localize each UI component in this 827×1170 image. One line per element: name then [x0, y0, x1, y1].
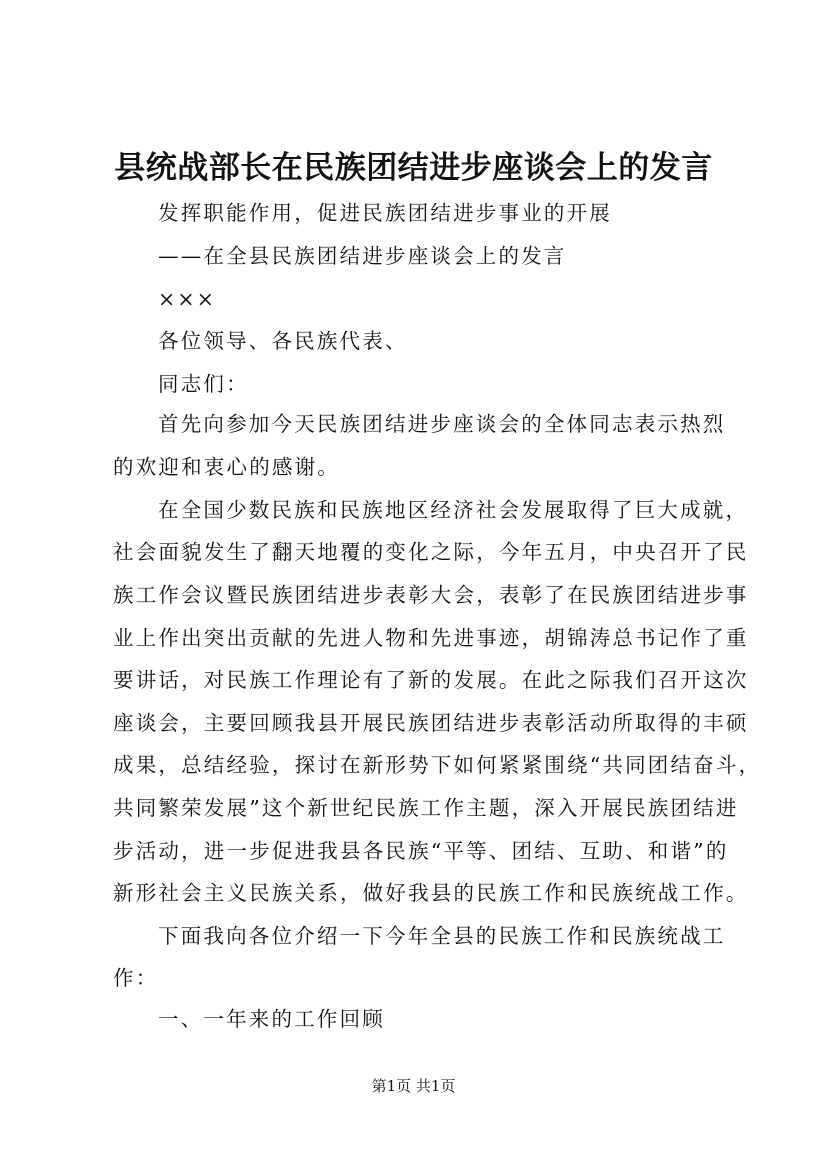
- paragraph-line: 新形社会主义民族关系，做好我县的民族工作和民族统战工作。: [113, 881, 749, 905]
- paragraph-line: 社会面貌发生了翻天地覆的变化之际，今年五月，中央召开了民: [113, 540, 749, 564]
- paragraph-line: 业上作出突出贡献的先进人物和先进事迹，胡锦涛总书记作了重: [113, 626, 749, 650]
- paragraph-line: 首先向参加今天民族团结进步座谈会的全体同志表示热烈: [158, 412, 726, 436]
- paragraph-line: 要讲话，对民族工作理论有了新的发展。在此之际我们召开这次: [113, 668, 749, 692]
- author: ×××: [158, 287, 217, 311]
- subheading: ——在全县民族团结进步座谈会上的发言: [158, 244, 567, 268]
- page-number: 第1页 共1页: [371, 1077, 456, 1095]
- paragraph-line: 下面我向各位介绍一下今年全县的民族工作和民族统战工: [158, 924, 726, 948]
- paragraph-line: 成果，总结经验，探讨在新形势下如何紧紧围绕“共同团结奋斗，: [113, 753, 762, 777]
- salutation-comrades: 同志们：: [158, 372, 249, 396]
- document-title: 县统战部长在民族团结进步座谈会上的发言: [114, 150, 713, 186]
- paragraph-line: 共同繁荣发展”这个新世纪民族工作主题，深入开展民族团结进: [113, 796, 739, 820]
- subtitle: 发挥职能作用，促进民族团结进步事业的开展: [158, 201, 612, 225]
- section-heading: 一、一年来的工作回顾: [158, 1007, 385, 1031]
- paragraph-line: 座谈会，主要回顾我县开展民族团结进步表彰活动所取得的丰硕: [113, 711, 749, 735]
- paragraph-line: 族工作会议暨民族团结进步表彰大会，表彰了在民族团结进步事: [113, 583, 749, 607]
- paragraph-line: 在全国少数民族和民族地区经济社会发展取得了巨大成就，: [158, 498, 749, 522]
- salutation-leaders: 各位领导、各民族代表、: [158, 329, 408, 353]
- paragraph-line: 作：: [113, 966, 159, 990]
- paragraph-line: 步活动，进一步促进我县各民族“平等、团结、互助、和谐”的: [113, 839, 729, 863]
- paragraph-line: 的欢迎和衷心的感谢。: [113, 455, 340, 479]
